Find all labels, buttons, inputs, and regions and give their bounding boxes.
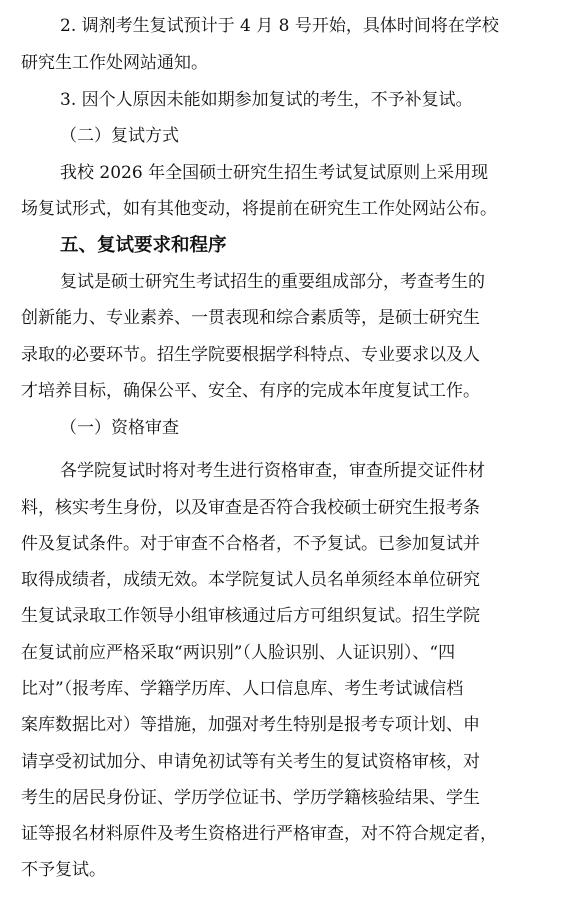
- section-heading-requirements: 五、复试要求和程序: [60, 235, 227, 256]
- subheading-zige-shencha: （一）资格审查: [60, 418, 179, 438]
- text-line: 复试是硕士研究生考试招生的重要组成部分，考查考生的: [60, 272, 485, 292]
- text-line: 录取的必要环节。招生学院要根据学科特点、专业要求以及人: [21, 345, 480, 365]
- text-line: 在复试前应严格采取“两识别”（人脸识别、人证识别）、“四: [21, 643, 456, 663]
- text-line: 2. 调剂考生复试预计于 4 月 8 号开始，具体时间将在学校: [60, 16, 499, 36]
- text-line: 比对”（报考库、学籍学历库、人口信息库、考生考试诚信档: [21, 679, 464, 699]
- text-line: 创新能力、专业素养、一贯表现和综合素质等，是硕士研究生: [21, 308, 480, 328]
- text-line: 研究生工作处网站通知。: [21, 53, 208, 73]
- text-line: 才培养目标，确保公平、安全、有序的完成本年度复试工作。: [21, 381, 480, 401]
- text-line: 案库数据比对）等措施，加强对考生特别是报考专项计划、申: [21, 715, 480, 735]
- text-line: 场复试形式，如有其他变动，将提前在研究生工作处网站公布。: [21, 199, 497, 219]
- text-line: 件及复试条件。对于审查不合格者，不予复试。已参加复试并: [21, 534, 480, 554]
- subheading-fushi-fangshi: （二）复试方式: [60, 126, 179, 146]
- text-line: 考生的居民身份证、学历学位证书、学历学籍核验结果、学生: [21, 788, 480, 808]
- text-line: 各学院复试时将对考生进行资格审查，审查所提交证件材: [60, 461, 485, 481]
- text-line: 证等报名材料原件及考生资格进行严格审查，对不符合规定者，: [21, 824, 497, 844]
- text-line: 我校 2026 年全国硕士研究生招生考试复试原则上采用现: [60, 163, 489, 183]
- text-line: 取得成绩者，成绩无效。本学院复试人员名单须经本单位研究: [21, 570, 480, 590]
- text-line: 不予复试。: [21, 860, 106, 880]
- text-line: 料，核实考生身份，以及审查是否符合我校硕士研究生报考条: [21, 498, 480, 518]
- text-line: 3. 因个人原因未能如期参加复试的考生，不予补复试。: [60, 90, 473, 110]
- text-line: 请享受初试加分、申请免初试等有关考生的复试资格审核，对: [21, 752, 480, 772]
- text-line: 生复试录取工作领导小组审核通过后方可组织复试。招生学院: [21, 606, 480, 626]
